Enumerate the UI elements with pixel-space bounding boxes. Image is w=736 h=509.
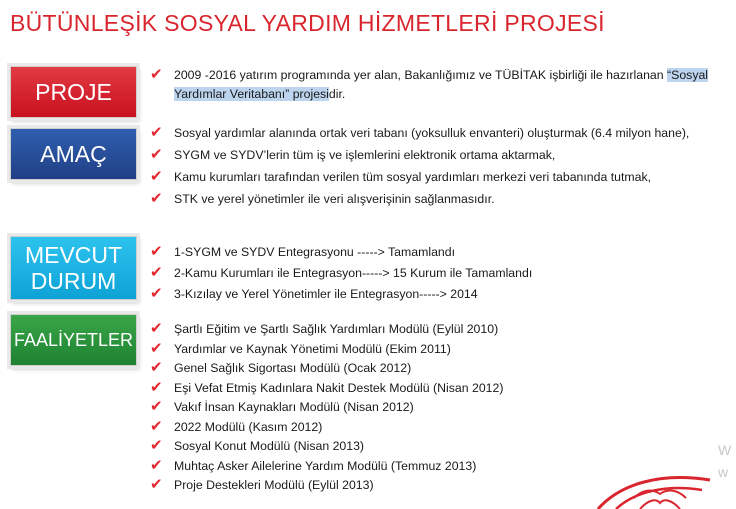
check-icon: ✔ [150,475,163,493]
check-icon: ✔ [150,65,163,83]
logo-watermark [590,440,736,509]
faaliyet-item: 2022 Modülü (Kasım 2012) [174,419,323,434]
faaliyet-item: Genel Sağlık Sigortası Modülü (Ocak 2012) [174,361,412,375]
list-item [150,320,503,340]
mevcut-item: 3-Kızılay ve Yerel Yönetimler ile Entegrasyon-----> 2014 [174,287,478,301]
check-icon: ✔ [150,284,163,302]
amac-label: AMAÇ [40,140,107,167]
mevcut-item: 1-SYGM ve SYDV Entegrasyonu -----> Tamamlandı [174,245,455,259]
amac-item: Sosyal yardımlar alanında ortak veri tabanı (yoksulluk envanteri) oluşturmak (6.4 milyon hane), [174,126,690,140]
faaliyetler-label-box [10,314,137,366]
check-icon: ✔ [150,319,163,337]
faaliyet-item: Muhtaç Asker Ailelerine Yardım Modülü (Temmuz 2013) [174,458,477,473]
list-item [150,398,503,418]
list-item [150,123,720,141]
list-item [150,66,730,104]
proje-text-after: dir. [328,87,346,101]
check-icon: ✔ [150,416,163,435]
mevcut-item: 2-Kamu Kurumları ile Entegrasyon-----> 15 Kurum ile Tamamlandı [174,266,533,280]
list-item [150,145,720,163]
check-icon: ✔ [150,123,163,141]
amac-item: SYGM ve SYDV’lerin tüm iş ve işlemlerini elektronik ortama aktarmak, [174,148,556,162]
list-item [150,284,532,305]
list-item [150,359,503,379]
mevcut-label-line2: DURUM [30,268,117,294]
list-item [150,242,532,263]
watermark-text-1: W [718,442,732,458]
faaliyetler-list [150,320,503,496]
faaliyet-item: Şartlı Eğitim ve Şartlı Sağlık Yardımları Modülü (Eylül 2010) [174,322,499,336]
watermark-text-2: w [718,464,729,480]
faaliyet-item: Proje Destekleri Modülü (Eylül 2013) [174,478,374,492]
list-item [150,476,503,496]
list-item [150,437,503,457]
amac-label-box [10,128,137,180]
amac-item: STK ve yerel yönetimler ile veri alışverişinin sağlanmasıdır. [174,192,495,206]
list-item [150,263,532,284]
check-icon: ✔ [150,242,163,260]
check-icon: ✔ [150,145,163,163]
proje-label: PROJE [35,78,112,105]
proje-list [150,66,730,104]
list-item [150,167,720,185]
mevcut-label-line1: MEVCUT [24,241,123,268]
proje-text-before: 2009 -2016 yatırım programında yer alan, Bakanlığımız ve TÜBİTAK işbirliği ile hazırlanan [174,68,668,82]
amac-list [150,123,720,215]
check-icon: ✔ [150,263,163,281]
check-icon: ✔ [150,338,163,357]
mevcut-list [150,242,532,305]
check-icon: ✔ [150,397,163,415]
amac-item: Kamu kurumları tarafından verilen tüm sosyal yardımları merkezi veri tabanında tutmak, [174,170,652,184]
faaliyetler-label: FAALİYETLER [13,329,134,350]
faaliyet-item: Sosyal Konut Modülü (Nisan 2013) [174,439,365,453]
list-item [150,418,503,438]
list-item [150,379,503,399]
faaliyet-item: Yardımlar ve Kaynak Yönetimi Modülü (Ekim 2011) [174,341,451,356]
mevcut-durum-label-box [10,236,137,300]
list-item [150,340,503,360]
faaliyet-item: Vakıf İnsan Kaynakları Modülü (Nisan 2012) [174,400,414,414]
page-title: BÜTÜNLEŞİK SOSYAL YARDIM HİZMETLERİ PROJESİ [10,10,605,36]
check-icon: ✔ [150,377,163,396]
ministry-logo-icon [590,440,736,509]
faaliyet-item: Eşi Vefat Etmiş Kadınlara Nakit Destek Modülü (Nisan 2012) [174,380,504,395]
proje-text-highlight: “Sosyal Yardımlar Veritabanı” projesi [174,68,709,101]
check-icon: ✔ [150,167,163,185]
check-icon: ✔ [150,189,163,207]
proje-label-box [10,66,137,118]
check-icon: ✔ [150,455,163,474]
check-icon: ✔ [150,436,163,454]
list-item [150,457,503,477]
list-item [150,189,720,207]
check-icon: ✔ [150,358,163,376]
